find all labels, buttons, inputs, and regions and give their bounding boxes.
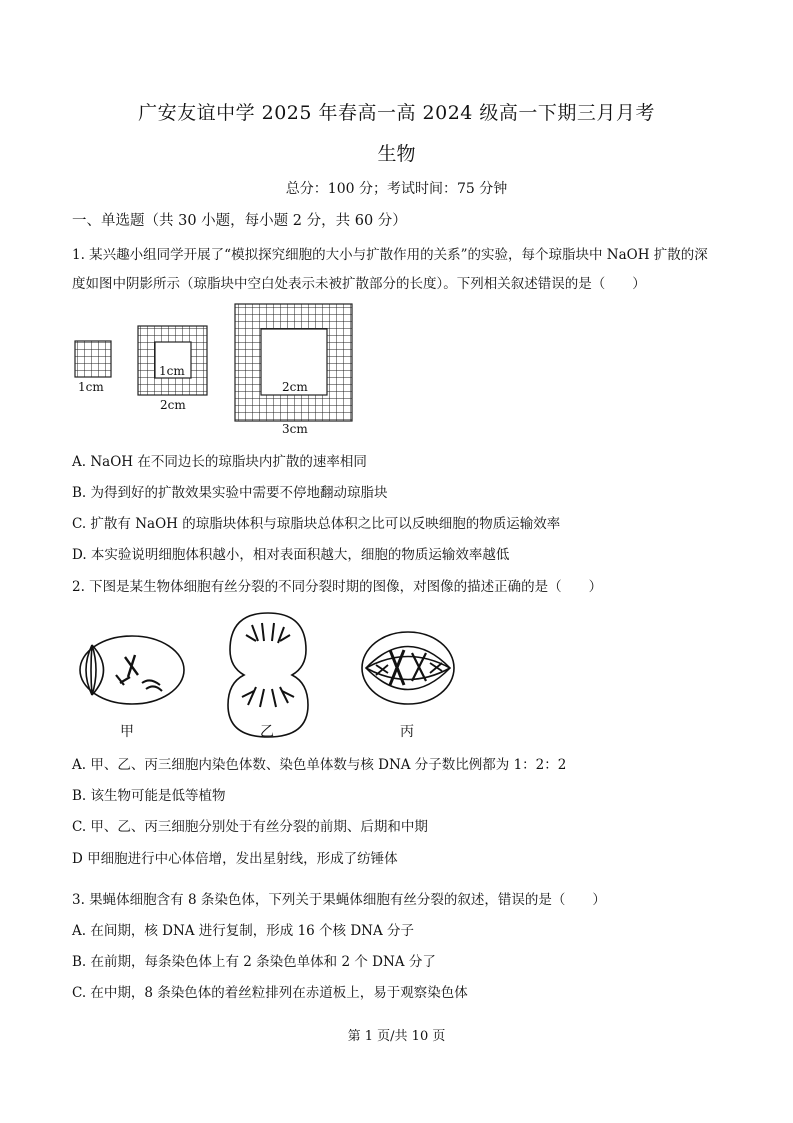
agar-block-3cm xyxy=(235,304,352,421)
q2-option-a: A. 甲、乙、丙三细胞内染色体数、染色单体数与核 DNA 分子数比例都为 1：2：2 xyxy=(72,757,567,773)
section-heading: 一、单选题（共 30 小题，每小题 2 分，共 60 分） xyxy=(72,213,407,229)
label-cell-bing: 丙 xyxy=(400,724,414,740)
q3-option-a: A. 在间期，核 DNA 进行复制，形成 16 个核 DNA 分子 xyxy=(72,923,415,939)
q1-stem-line1: 1. 某兴趣小组同学开展了“模拟探究细胞的大小与扩散作用的关系”的实验，每个琼脂块中 NaOH 扩散的深 xyxy=(72,247,708,263)
label-cell-yi: 乙 xyxy=(260,724,274,740)
q1-option-c: C. 扩散有 NaOH 的琼脂块体积与琼脂块总体积之比可以反映细胞的物质运输效率 xyxy=(72,516,561,532)
q2-stem: 2. 下图是某生物体细胞有丝分裂的不同分裂时期的图像，对图像的描述正确的是（ ） xyxy=(72,579,603,595)
q2-option-b: B. 该生物可能是低等植物 xyxy=(72,788,226,804)
q3-option-c: C. 在中期，8 条染色体的着丝粒排列在赤道板上，易于观察染色体 xyxy=(72,985,468,1001)
q2-option-d: D 甲细胞进行中心体倍增，发出星射线，形成了纺锤体 xyxy=(72,851,398,867)
q1-option-a: A. NaOH 在不同边长的琼脂块内扩散的速率相同 xyxy=(72,454,367,470)
label-cell-jia: 甲 xyxy=(120,724,134,740)
label-large-outer: 3cm xyxy=(282,422,308,436)
agar-blocks-diagram xyxy=(70,300,370,440)
agar-block-1cm xyxy=(75,341,111,377)
label-mid-outer: 2cm xyxy=(160,398,186,412)
page-number: 第 1 页/共 10 页 xyxy=(347,1029,446,1044)
exam-meta: 总分：100 分；考试时间：75 分钟 xyxy=(285,181,508,197)
q1-option-d: D. 本实验说明细胞体积越小，相对表面积越大，细胞的物质运输效率越低 xyxy=(72,547,510,563)
q1-option-b: B. 为得到好的扩散效果实验中需要不停地翻动琼脂块 xyxy=(72,485,388,501)
cell-bing xyxy=(362,632,454,704)
cell-yi xyxy=(228,613,308,737)
label-small-outer: 1cm xyxy=(78,380,104,394)
label-large-inner: 2cm xyxy=(282,380,308,394)
q1-stem-line2: 度如图中阴影所示（琼脂块中空白处表示未被扩散部分的长度）。下列相关叙述错误的是（ ） xyxy=(72,276,646,292)
label-mid-inner: 1cm xyxy=(159,364,185,378)
q2-option-c: C. 甲、乙、丙三细胞分别处于有丝分裂的前期、后期和中期 xyxy=(72,819,428,835)
exam-title: 广安友谊中学 2025 年春高一高 2024 级高一下期三月月考 xyxy=(138,102,655,124)
cell-jia xyxy=(80,636,184,704)
q2-figure-mitosis-cells xyxy=(70,605,470,745)
subject-title: 生物 xyxy=(377,143,416,165)
q1-figure-agar-blocks xyxy=(70,300,370,440)
q3-stem: 3. 果蝇体细胞含有 8 条染色体，下列关于果蝇体细胞有丝分裂的叙述，错误的是（ ） xyxy=(72,892,606,908)
agar-block-2cm xyxy=(138,326,207,395)
q3-option-b: B. 在前期，每条染色体上有 2 条染色单体和 2 个 DNA 分了 xyxy=(72,954,436,970)
